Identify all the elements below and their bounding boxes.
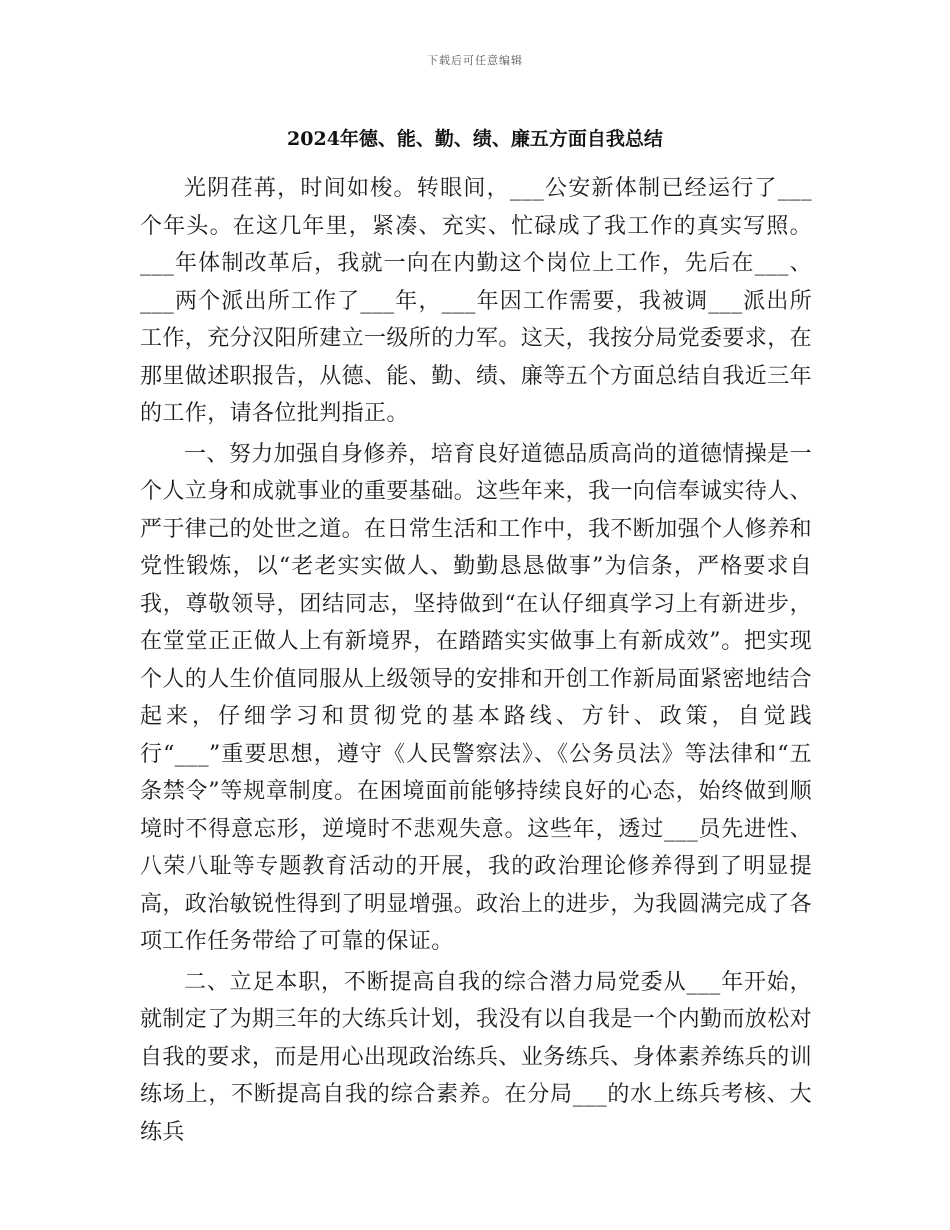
paragraph-section-one: 一、努力加强自身修养，培育良好道德品质高尚的道德情操是一个人立身和成就事业的重要基础。这些年来，我一向信奉诚实待人、严于律己的处世之道。在日常生活和工作中，我不断加强个人修养和党性锻炼，以“老老实实做人、勤勤恳恳做事”为信条，严格要求自我，尊敬领导，团结同志，坚持做到“在认仔细真学习上有新进步，在堂堂正正做人上有新境界，在踏踏实实做事上有新成效”。把实现个人的人生价值同服从上级领导的安排和开创工作新局面紧密地结合起来，仔细学习和贯彻党的基本路线、方针、政策，自觉践行“___”重要思想，遵守《人民警察法》、《公务员法》等法律和“五条禁令”等规章制度。在困境面前能够持续良好的心态，始终做到顺境时不得意忘形，逆境时不悲观失意。这些年，透过___员先进性、八荣八耻等专题教育活动的开展，我的政治理论修养得到了明显提高，政治敏锐性得到了明显增强。政治上的进步，为我圆满完成了各项工作任务带给了可靠的保证。 xyxy=(140,441,813,954)
document-title: 2024年德、能、勤、绩、廉五方面自我总结 xyxy=(287,128,663,150)
paragraph-section-two: 二、立足本职，不断提高自我的综合潜力局党委从___年开始，就制定了为期三年的大练兵计划，我没有以自我是一个内勤而放松对自我的要求，而是用心出现政治练兵、业务练兵、身体素养练兵的训练场上，不断提高自我的综合素养。在分局___的水上练兵考核、大练兵 xyxy=(140,969,813,1145)
paragraph-intro: 光阴荏苒，时间如梭。转眼间，___公安新体制已经运行了___个年头。在这几年里，紧凑、充实、忙碌成了我工作的真实写照。___年体制改革后，我就一向在内勤这个岗位上工作，先后在___、___两个派出所工作了___年，___年因工作需要，我被调___派出所工作，充分汉阳所建立一级所的力军。这天，我按分局党委要求，在那里做述职报告，从德、能、勤、绩、廉等五个方面总结自我近三年的工作，请各位批判指正。 xyxy=(140,176,813,426)
header-note: 下载后可任意编辑 xyxy=(427,54,523,67)
document-body xyxy=(140,170,812,1151)
